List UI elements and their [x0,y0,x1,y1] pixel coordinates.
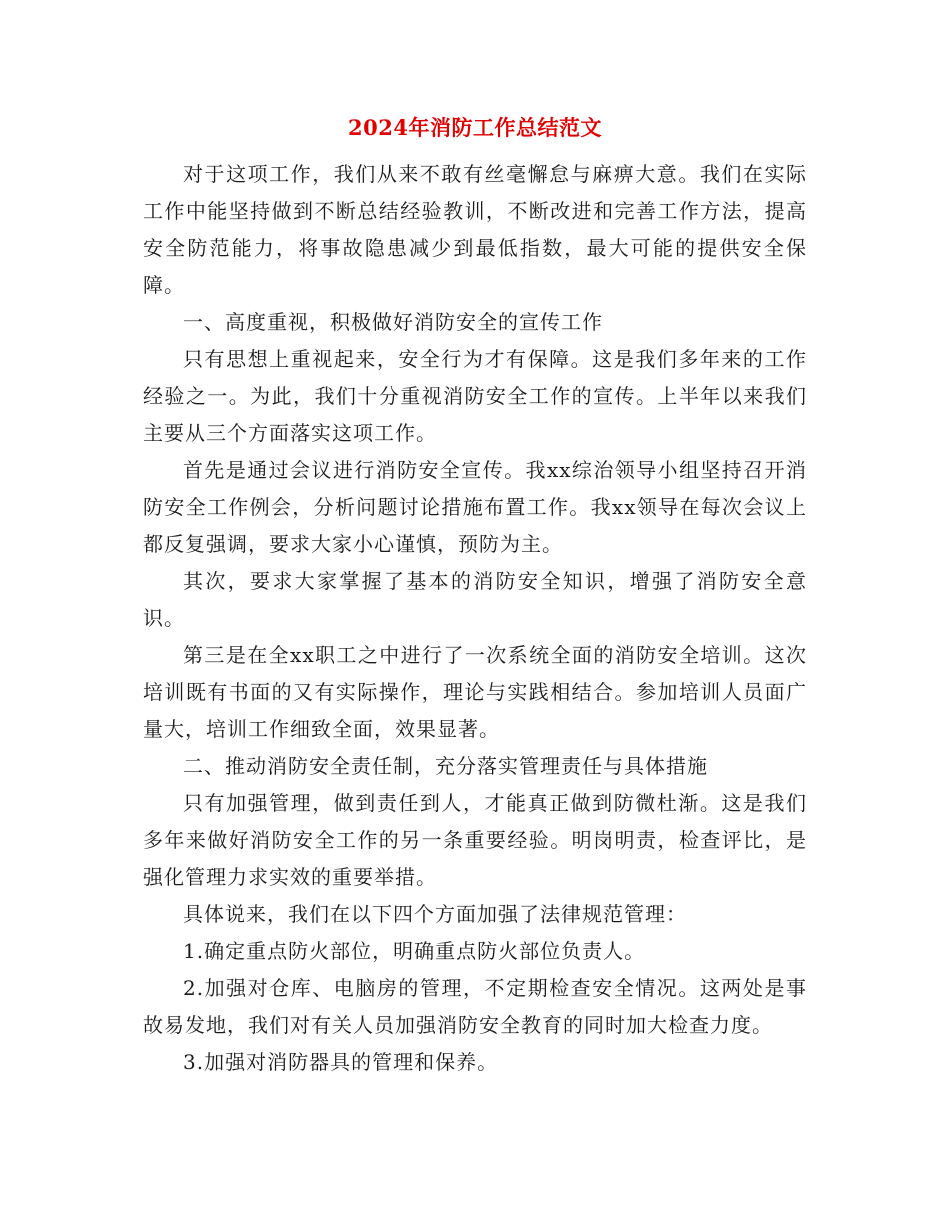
paragraph-intro: 对于这项工作，我们从来不敢有丝毫懈怠与麻痹大意。我们在实际工作中能坚持做到不断总结经验教训，不断改进和完善工作方法，提高安全防范能力，将事故隐患减少到最低指数，最大可能的提供安全保障。 [143,162,807,297]
paragraph: 其次，要求大家掌握了基本的消防安全知识，增强了消防安全意识。 [143,569,807,630]
document-title: 2024年消防工作总结范文 [348,115,602,140]
paragraph: 首先是通过会议进行消防安全宣传。我xx综治领导小组坚持召开消防安全工作例会，分析问题讨论措施布置工作。我xx领导在每次会议上都反复强调，要求大家小心谨慎，预防为主。 [143,458,807,556]
paragraph: 第三是在全xx职工之中进行了一次系统全面的消防安全培训。这次培训既有书面的又有实际操作，理论与实践相结合。参加培训人员面广量大，培训工作细致全面，效果显著。 [143,643,807,741]
list-item: 2.加强对仓库、电脑房的管理，不定期检查安全情况。这两处是事故易发地，我们对有关人员加强消防安全教育的同时加大检查力度。 [143,976,807,1037]
list-item: 1.确定重点防火部位，明确重点防火部位负责人。 [183,939,646,963]
section-heading-2: 二、推动消防安全责任制，充分落实管理责任与具体措施 [183,754,708,778]
section-heading-1: 一、高度重视，积极做好消防安全的宣传工作 [183,310,603,334]
paragraph: 只有思想上重视起来，安全行为才有保障。这是我们多年来的工作经验之一。为此，我们十分重视消防安全工作的宣传。上半年以来我们主要从三个方面落实这项工作。 [143,347,807,445]
paragraph: 具体说来，我们在以下四个方面加强了法律规范管理： [183,902,687,926]
document-body [143,156,807,1081]
paragraph: 只有加强管理，做到责任到人，才能真正做到防微杜渐。这是我们多年来做好消防安全工作的另一条重要经验。明岗明责，检查评比，是强化管理力求实效的重要举措。 [143,791,807,889]
list-item: 3.加强对消防器具的管理和保养。 [183,1050,499,1074]
